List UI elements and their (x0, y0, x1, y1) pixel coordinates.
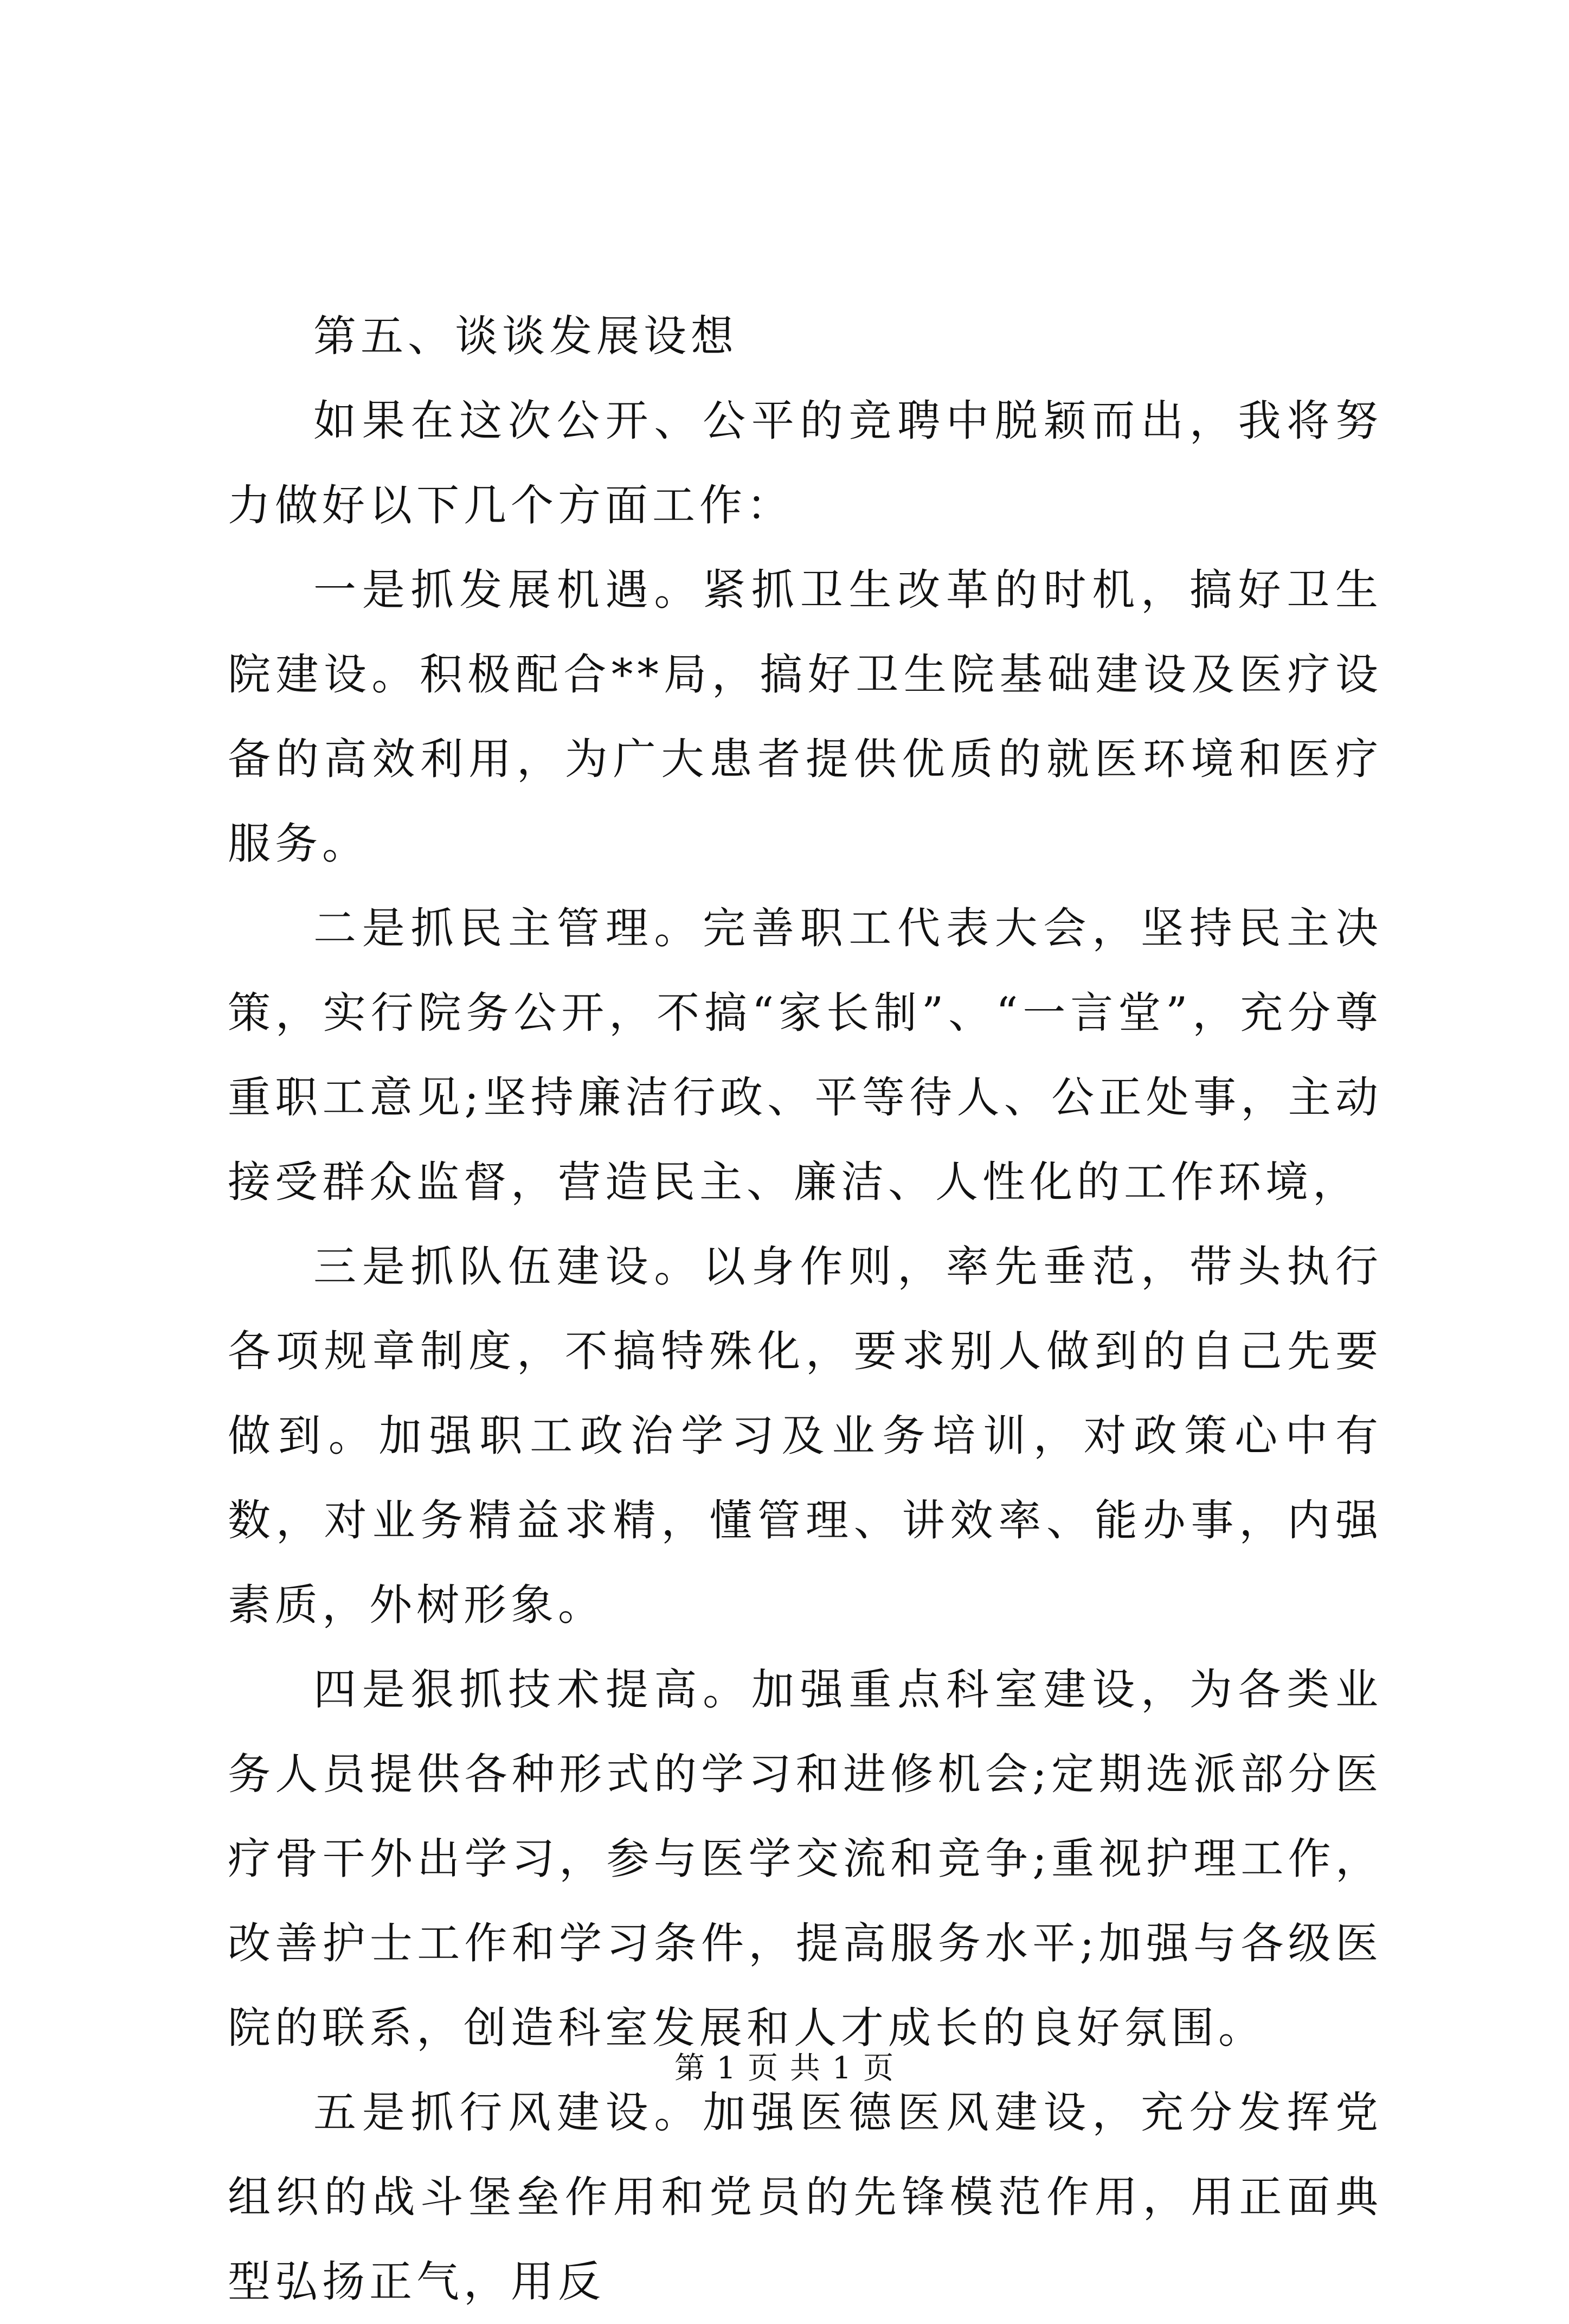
page-footer (0, 2047, 1569, 2090)
paragraph-point-3: 三是抓队伍建设。以身作则，率先垂范，带头执行各项规章制度，不搞特殊化，要求别人做到的自己先要做到。加强职工政治学习及业务培训，对政策心中有数，对业务精益求精，懂管理、讲效率、能办事，内强素质，外树形象。 (228, 1242, 1382, 1630)
paragraph-point-4: 四是狠抓技术提高。加强重点科室建设，为各类业务人员提供各种形式的学习和进修机会;定期选派部分医疗骨干外出学习，参与医学交流和竞争;重视护理工作，改善护士工作和学习条件，提高服务水平;加强与各级医院的联系，创造科室发展和人才成长的良好氛围。 (228, 1665, 1382, 2053)
paragraph-point-5: 五是抓行风建设。加强医德医风建设，充分发挥党组织的战斗堡垒作用和党员的先锋模范作用，用正面典型弘扬正气，用反 (228, 2088, 1382, 2307)
page-number-label: 第 1 页 共 1 页 (674, 2051, 895, 2086)
section-heading: 第五、谈谈发展设想 (313, 311, 738, 361)
paragraph-intro: 如果在这次公开、公平的竞聘中脱颖而出，我将努力做好以下几个方面工作： (228, 396, 1382, 530)
paragraph-point-2: 二是抓民主管理。完善职工代表大会，坚持民主决策，实行院务公开，不搞“家长制”、“一言堂”，充分尊重职工意见;坚持廉洁行政、平等待人、公正处事，主动接受群众监督，营造民主、廉洁、人性化的工作环境， (228, 903, 1382, 1207)
document-body (228, 294, 1382, 2324)
paragraph-point-1: 一是抓发展机遇。紧抓卫生改革的时机，搞好卫生院建设。积极配合**局，搞好卫生院基础建设及医疗设备的高效利用，为广大患者提供优质的就医环境和医疗服务。 (228, 565, 1382, 869)
